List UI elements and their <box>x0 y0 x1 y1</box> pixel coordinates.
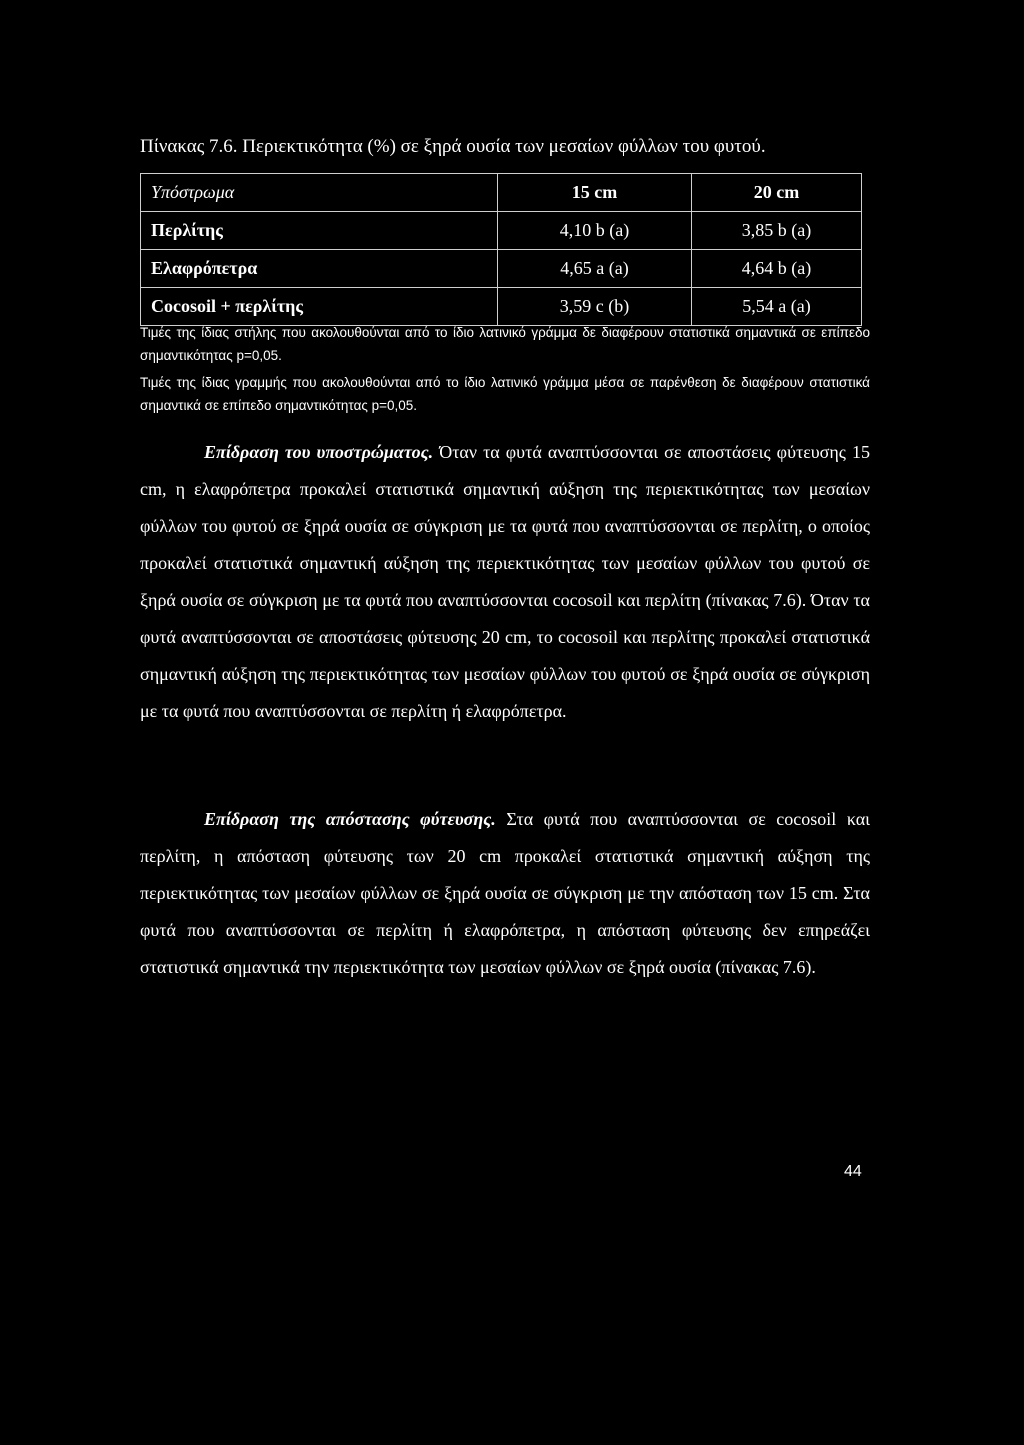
paragraph-substrate-effect <box>140 434 870 730</box>
paragraph-heading: Επίδραση του υποστρώματος. <box>204 442 434 462</box>
header-15cm: 15 cm <box>498 174 692 212</box>
cell-15cm: 3,59 c (b) <box>498 288 692 326</box>
cell-20cm: 4,64 b (a) <box>692 250 862 288</box>
cell-20cm: 3,85 b (a) <box>692 212 862 250</box>
table-row <box>141 288 862 326</box>
table-row <box>141 212 862 250</box>
table-notes <box>140 321 870 421</box>
cell-15cm: 4,65 a (a) <box>498 250 692 288</box>
note-row: Τιμές της ίδιας γραμμής που ακολουθούνται από το ίδιο λατινικό γράμμα μέσα σε παρένθεση δε διαφέρουν στατιστικά σημαντικά σε επίπεδο σημαντικότητας p=0,05. <box>140 375 870 413</box>
row-label: Ελαφρόπετρα <box>141 250 498 288</box>
paragraph-distance-effect <box>140 801 870 986</box>
row-label: Cocosoil + περλίτης <box>141 288 498 326</box>
page-number: 44 <box>844 1163 862 1180</box>
header-substrate: Υπόστρωμα <box>141 174 498 212</box>
note-column: Τιμές της ίδιας στήλης που ακολουθούνται από το ίδιο λατινικό γράμμα δε διαφέρουν στατιστικά σημαντικά σε επίπεδο σημαντικότητας p=0,05. <box>140 325 870 363</box>
table-header-row <box>141 174 862 212</box>
cell-15cm: 4,10 b (a) <box>498 212 692 250</box>
paragraph-text: Όταν τα φυτά αναπτύσσονται σε αποστάσεις φύτευσης 15 cm, η ελαφρόπετρα προκαλεί στατιστικά σημαντική αύξηση της περιεκτικότητας των μεσαίων φύλλων του φυτού σε ξηρά ουσία σε σύγκριση με τα φυτά που αναπτύσσονται σε περλίτη, ο οποίος προκαλεί στατιστικά σημαντική αύξηση της περιεκτικότητας των μεσαίων φύλλων του φυτού σε ξηρά ουσία σε σύγκριση με τα φυτά που αναπτύσσονται cocosoil και περλίτη (πίνακας 7.6). Όταν τα φυτά αναπτύσσονται σε αποστάσεις φύτευσης 20 cm, το cocosoil και περλίτης προκαλεί στατιστικά σημαντική αύξηση της περιεκτικότητας των μεσαίων φύλλων του φυτού σε ξηρά ουσία σε σύγκριση με τα φυτά που αναπτύσσονται σε περλίτη ή ελαφρόπετρα. <box>140 442 870 721</box>
table-row <box>141 250 862 288</box>
paragraph-heading: Επίδραση της απόστασης φύτευσης. <box>204 809 496 829</box>
paragraph-text: Στα φυτά που αναπτύσσονται σε cocosoil και περλίτη, η απόσταση φύτευσης των 20 cm προκαλεί στατιστικά σημαντική αύξηση της περιεκτικότητας των μεσαίων φύλλων σε ξηρά ουσία σε σύγκριση με την απόσταση των 15 cm. Στα φυτά που αναπτύσσονται σε περλίτη ή ελαφρόπετρα, η απόσταση φύτευσης δεν επηρεάζει στατιστικά σημαντικά την περιεκτικότητα των μεσαίων φύλλων σε ξηρά ουσία (πίνακας 7.6). <box>140 809 870 977</box>
cell-20cm: 5,54 a (a) <box>692 288 862 326</box>
row-label: Περλίτης <box>141 212 498 250</box>
header-20cm: 20 cm <box>692 174 862 212</box>
dry-matter-table <box>140 173 862 326</box>
table-caption: Πίνακας 7.6. Περιεκτικότητα (%) σε ξηρά ουσία των μεσαίων φύλλων του φυτού. <box>140 136 766 157</box>
